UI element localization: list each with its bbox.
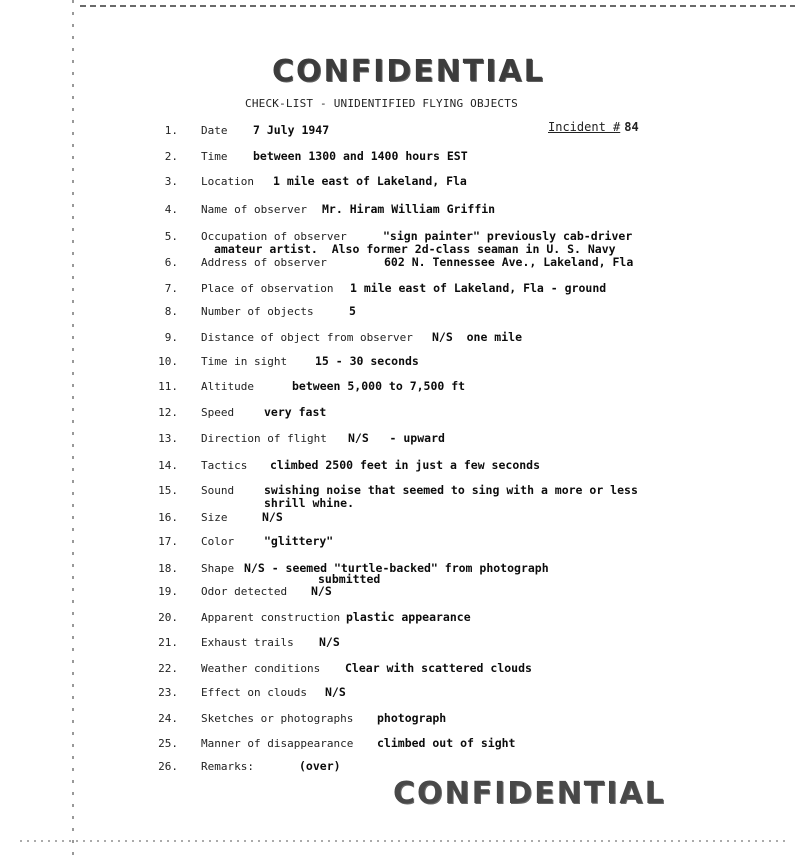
item-number: 14. xyxy=(158,459,178,472)
item-label: Place of observation xyxy=(201,282,334,295)
item-number: 10. xyxy=(158,355,178,368)
item-label: Speed xyxy=(201,406,235,419)
item-label: Number of objects xyxy=(201,305,314,318)
item-answer: very fast xyxy=(264,405,327,419)
item-number: 23. xyxy=(158,686,178,699)
item-answer: "sign painter" previously cab-driver xyxy=(383,229,633,243)
page-edge-bottom xyxy=(20,840,790,842)
incident-value: 84 xyxy=(624,120,639,134)
item-answer: N/S - seemed "turtle-backed" from photograph xyxy=(244,561,549,575)
item-label: Date xyxy=(201,124,228,137)
item-answer: N/S xyxy=(325,685,346,699)
item-number: 22. xyxy=(158,662,178,675)
item-number: 26. xyxy=(158,760,178,773)
item-label: Odor detected xyxy=(201,585,288,598)
item-number: 3. xyxy=(164,175,178,188)
item-label: Name of observer xyxy=(201,203,307,216)
item-label: Exhaust trails xyxy=(201,636,294,649)
item-label: Distance of object from observer xyxy=(201,331,413,344)
item-number: 12. xyxy=(158,406,178,419)
item-number: 2. xyxy=(164,150,178,163)
item-answer: N/S xyxy=(262,510,283,524)
incident-label: Incident # xyxy=(548,120,621,134)
item-answer: N/S - upward xyxy=(348,431,445,445)
item-number: 16. xyxy=(158,511,178,524)
item-answer: Clear with scattered clouds xyxy=(345,661,532,675)
item-answer: "glittery" xyxy=(264,534,334,548)
item-label: Address of observer xyxy=(201,256,327,269)
item-answer: 1 mile east of Lakeland, Fla - ground xyxy=(350,281,607,295)
item-number: 15. xyxy=(158,484,178,497)
item-number: 11. xyxy=(158,380,178,393)
item-number: 13. xyxy=(158,432,178,445)
item-label: Effect on clouds xyxy=(201,686,307,699)
item-number: 4. xyxy=(164,203,178,216)
item-answer: N/S one mile xyxy=(432,330,523,344)
item-answer: between 1300 and 1400 hours EST xyxy=(253,149,468,163)
item-number: 17. xyxy=(158,535,178,548)
item-number: 1. xyxy=(164,124,178,137)
confidential-stamp-top: CONFIDENTIAL xyxy=(272,54,545,89)
item-answer: N/S xyxy=(319,635,340,649)
item-answer: photograph xyxy=(377,711,447,725)
item-label: Direction of flight xyxy=(201,432,327,445)
item-answer: plastic appearance xyxy=(346,610,471,624)
item-answer: 5 xyxy=(349,304,356,318)
item-label: Time xyxy=(201,150,228,163)
item-number: 24. xyxy=(158,712,178,725)
item-label: Tactics xyxy=(201,459,248,472)
item-answer: between 5,000 to 7,500 ft xyxy=(292,379,466,393)
item-number: 19. xyxy=(158,585,178,598)
item-answer-continued: amateur artist. Also former 2d-class seaman in U. S. Navy xyxy=(214,242,616,256)
item-number: 6. xyxy=(164,256,178,269)
confidential-stamp-bottom: CONFIDENTIAL xyxy=(393,776,666,811)
item-label: Occupation of observer xyxy=(201,230,347,243)
item-label: Location xyxy=(201,175,254,188)
item-answer: 602 N. Tennessee Ave., Lakeland, Fla xyxy=(384,255,634,269)
item-answer-continued: submitted xyxy=(318,572,381,586)
item-answer: 1 mile east of Lakeland, Fla xyxy=(273,174,467,188)
page-edge-left xyxy=(72,0,74,858)
item-answer-continued: shrill whine. xyxy=(264,496,355,510)
item-answer: climbed 2500 feet in just a few seconds xyxy=(270,458,541,472)
item-number: 25. xyxy=(158,737,178,750)
page-edge-top xyxy=(80,5,795,7)
item-label: Altitude xyxy=(201,380,254,393)
item-number: 18. xyxy=(158,562,178,575)
item-label: Manner of disappearance xyxy=(201,737,354,750)
item-label: Sketches or photographs xyxy=(201,712,354,725)
item-label: Shape xyxy=(201,562,235,575)
item-answer: climbed out of sight xyxy=(377,736,516,750)
item-number: 5. xyxy=(164,230,178,243)
item-answer: N/S xyxy=(311,584,332,598)
item-answer: (over) xyxy=(299,759,341,773)
document-heading: CHECK-LIST - UNIDENTIFIED FLYING OBJECTS xyxy=(245,97,518,110)
item-number: 8. xyxy=(164,305,178,318)
incident-number xyxy=(548,120,639,134)
item-label: Size xyxy=(201,511,228,524)
item-label: Apparent construction xyxy=(201,611,341,624)
item-label: Color xyxy=(201,535,235,548)
item-answer: swishing noise that seemed to sing with a more or less xyxy=(264,483,638,497)
item-answer: 7 July 1947 xyxy=(253,123,330,137)
item-label: Time in sight xyxy=(201,355,288,368)
item-answer: 15 - 30 seconds xyxy=(315,354,419,368)
item-number: 9. xyxy=(164,331,178,344)
item-number: 21. xyxy=(158,636,178,649)
item-label: Weather conditions xyxy=(201,662,321,675)
item-label: Sound xyxy=(201,484,235,497)
item-number: 7. xyxy=(164,282,178,295)
item-label: Remarks: xyxy=(201,760,254,773)
item-answer: Mr. Hiram William Griffin xyxy=(322,202,496,216)
item-number: 20. xyxy=(158,611,178,624)
